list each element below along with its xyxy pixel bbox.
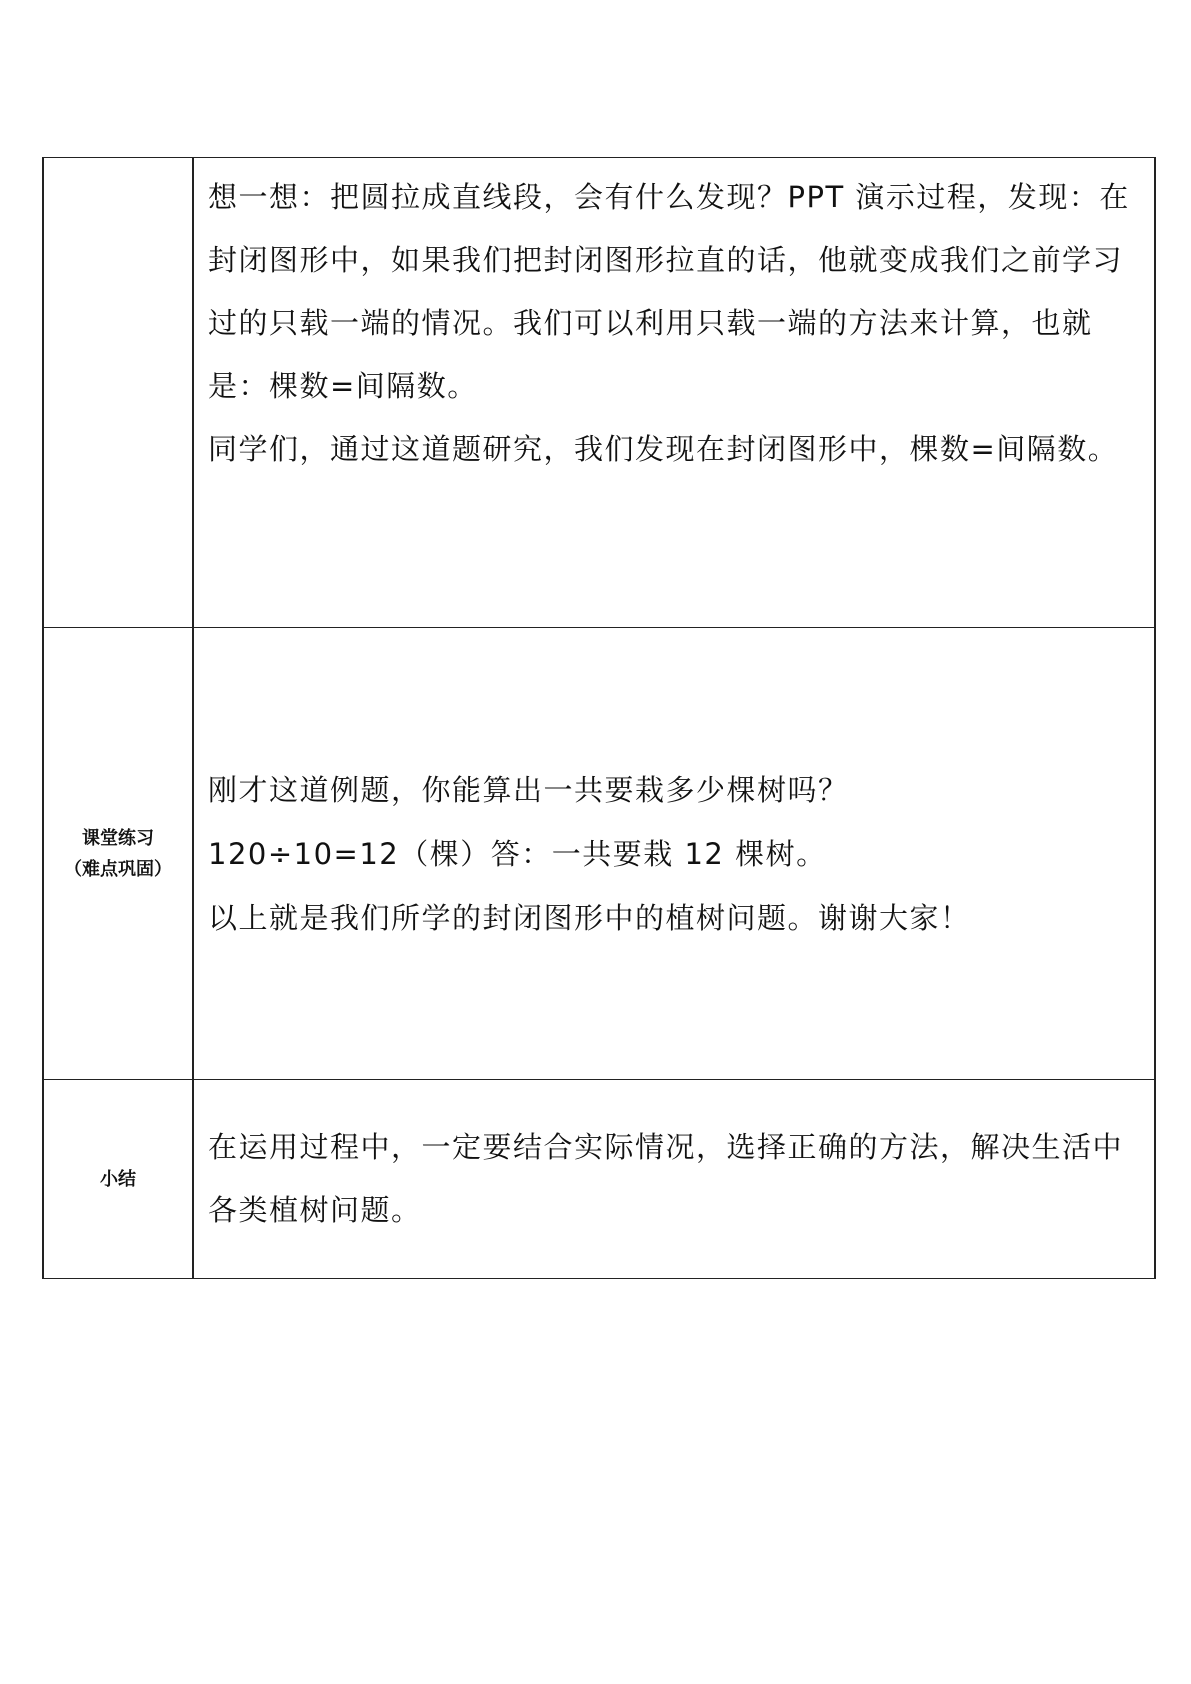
paragraph-closing: 以上就是我们所学的封闭图形中的植树问题。谢谢大家！ [208, 900, 971, 935]
row-content-summary [193, 1080, 1155, 1279]
paragraph-think: 想一想：把圆拉成直线段，会有什么发现？PPT 演示过程，发现：在封闭图形中，如果我们把封闭图形拉直的话，他就变成我们之前学习过的只载一端的情况。我们可以利用只载一端的方法来计算，也就是：棵数=间隔数。 [208, 180, 1130, 403]
paragraph-question: 刚才这道例题，你能算出一共要栽多少棵树吗？ [208, 772, 849, 807]
label-practice-line2: （难点巩固） [64, 858, 172, 880]
paragraph-conclusion: 同学们，通过这道题研究，我们发现在封闭图形中，棵数=间隔数。 [208, 432, 1119, 466]
paragraph-answer: 120÷10=12（棵）答：一共要栽 12 棵树。 [208, 836, 827, 871]
table-row-thinking [43, 158, 1155, 628]
table-row-practice [43, 628, 1155, 1080]
row-label-practice [43, 628, 193, 1080]
paragraph-summary: 在运用过程中，一定要结合实际情况，选择正确的方法，解决生活中各类植树问题。 [208, 1130, 1124, 1227]
row-content-thinking [193, 158, 1155, 628]
lesson-plan-table [42, 157, 1156, 1279]
row-content-practice [193, 628, 1155, 1080]
label-practice-line1: 课堂练习 [82, 827, 154, 849]
row-label-summary: 小结 [43, 1080, 193, 1279]
table-row-summary [43, 1080, 1155, 1279]
row-label-empty [43, 158, 193, 628]
